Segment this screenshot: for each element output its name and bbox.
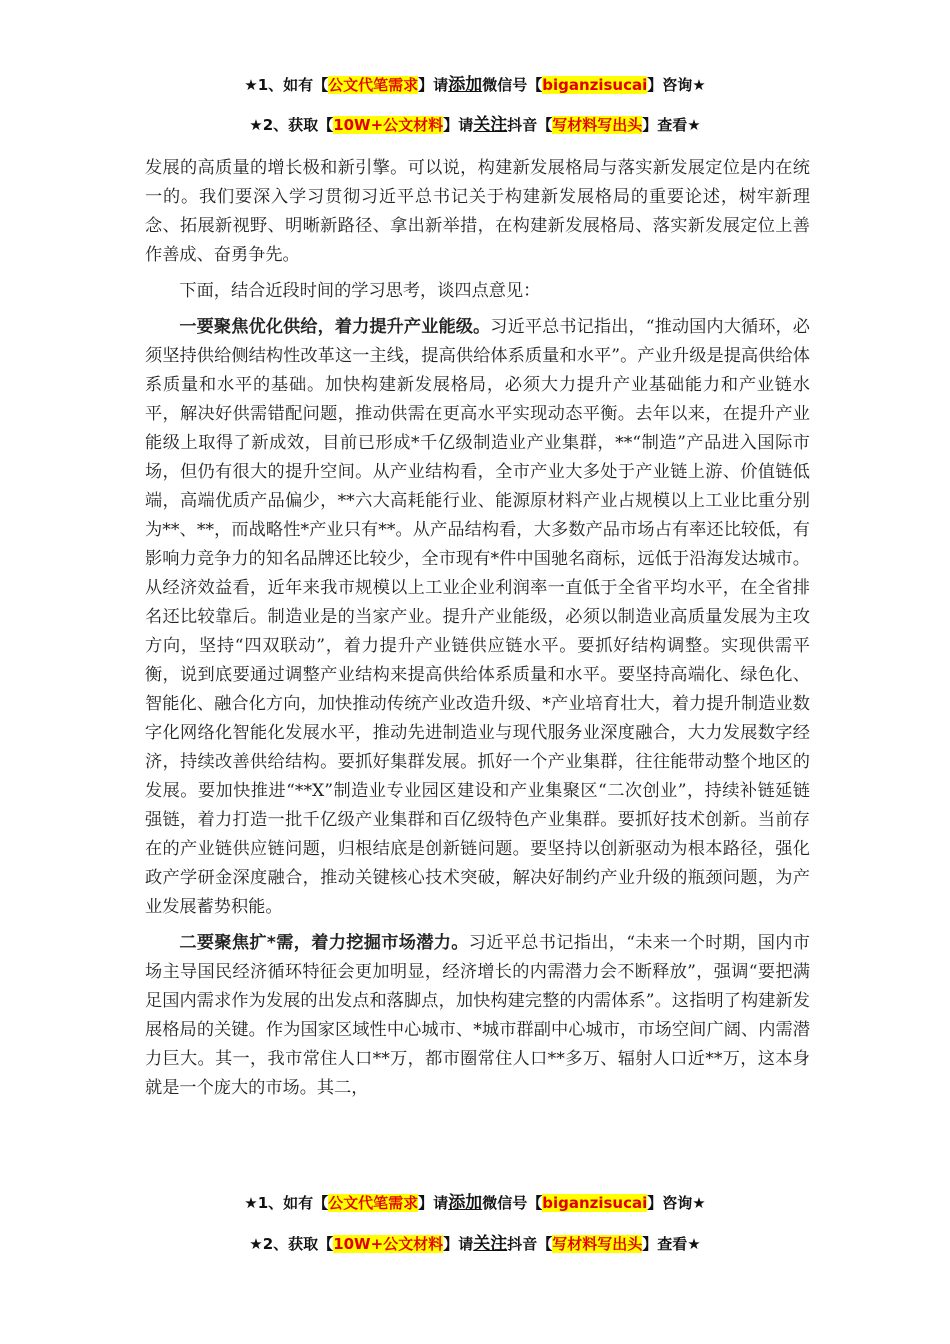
header-1-mid2: 微信号【 (482, 76, 543, 94)
header-1-mid: 】请 (418, 76, 449, 94)
header-2-mid2: 抖音【 (507, 116, 553, 134)
paragraph-point-one (145, 313, 810, 922)
header-2-mid: 】请 (443, 116, 474, 134)
footer-1-emphasis: 添加 (448, 1193, 483, 1213)
footer-2-mid: 】请 (443, 1235, 474, 1253)
document-body (145, 154, 810, 1103)
paragraph-continuation: 发展的高质量的增长极和新引擎。可以说，构建新发展格局与落实新发展定位是内在统一的。我们要深入学习贯彻习近平总书记关于构建新发展格局的重要论述，树牢新理念、拓展新视野、明晰新路径、拿出新举措，在构建新发展格局、落实新发展定位上善作善成、奋勇争先。 (145, 158, 810, 265)
paragraph-point-two (145, 929, 810, 1103)
footer-2-prefix: ★2、获取【 (249, 1235, 334, 1253)
footer-1-mid2: 微信号【 (482, 1194, 543, 1212)
header-2-highlight-material: 10W+公文材料 (333, 116, 444, 134)
header-2-emphasis: 关注 (473, 115, 508, 135)
footer-line-1 (0, 1188, 950, 1213)
footer-line-2 (0, 1229, 950, 1254)
header-2-prefix: ★2、获取【 (249, 116, 334, 134)
footer-2-highlight-douyin: 写材料写出头 (552, 1235, 643, 1253)
footer-2-suffix: 】查看★ (642, 1235, 701, 1253)
point-two-text: 习近平总书记指出，“未来一个时期，国内市场主导国民经济循环特征会更加明显，经济增长的内需潜力会不断释放”，强调“要把满足国内需求作为发展的出发点和落脚点，加快构建完整的内需体系”。这指明了构建新发展格局的关键。作为国家区域性中心城市、*城市群副中心城市，市场空间广阔、内需潜力巨大。其一，我市常住人口**万，都市圈常住人口**多万、辐射人口近**万，这本身就是一个庞大的市场。其二， (145, 933, 810, 1098)
header-1-emphasis: 添加 (448, 75, 483, 95)
header-1-suffix: 】咨询★ (647, 76, 706, 94)
header-1-highlight-wechat: biganzisucai (542, 76, 648, 94)
header-1-highlight-service: 公文代笔需求 (328, 76, 419, 94)
point-one-heading: 一要聚焦优化供给，着力提升产业能级。 (179, 317, 491, 337)
header-line-2 (0, 110, 950, 135)
footer-2-emphasis: 关注 (473, 1234, 508, 1254)
footer-1-highlight-service: 公文代笔需求 (328, 1194, 419, 1212)
header-2-suffix: 】查看★ (642, 116, 701, 134)
header-1-prefix: ★1、如有【 (244, 76, 329, 94)
point-one-text: 习近平总书记指出，“推动国内大循环，必须坚持供给侧结构性改革这一主线，提高供给体系质量和水平”。产业升级是提高供给体系质量和水平的基础。加快构建新发展格局，必须大力提升产业基础能力和产业链水平，解决好供需错配问题，推动供需在更高水平实现动态平衡。去年以来，在提升产业能级上取得了新成效，目前已形成*千亿级制造业产业集群，**“制造”产品进入国际市场，但仍有很大的提升空间。从产业结构看，全市产业大多处于产业链上游、价值链低端，高端优质产品偏少，**六大高耗能行业、能源原材料产业占规模以上工业比重分别为**、**，而战略性*产业只有**。从产品结构看，大多数产品市场占有率还比较低，有影响力竞争力的知名品牌还比较少，全市现有*件中国驰名商标，远低于沿海发达城市。从经济效益看，近年来我市规模以上工业企业利润率一直低于全省平均水平，在全省排名还比较靠后。制造业是的当家产业。提升产业能级，必须以制造业高质量发展为主攻方向，坚持“四双联动”，着力提升产业链供应链水平。要抓好结构调整。实现供需平衡，说到底要通过调整产业结构来提高供给体系质量和水平。要坚持高端化、绿色化、智能化、融合化方向，加快推动传统产业改造升级、*产业培育壮大，着力提升制造业数字化网络化智能化发展水平，推动先进制造业与现代服务业深度融合，大力发展数字经济，持续改善供给结构。要抓好集群发展。抓好一个产业集群，往往能带动整个地区的发展。要加快推进“**X”制造业专业园区建设和产业集聚区“二次创业”，持续补链延链强链，着力打造一批千亿级产业集群和百亿级特色产业集群。要抓好技术创新。当前存在的产业链供应链问题，归根结底是创新链问题。要坚持以创新驱动为根本路径，强化政产学研金深度融合，推动关键核心技术突破，解决好制约产业升级的瓶颈问题，为产业发展蓄势积能。 (145, 317, 810, 917)
header-line-1 (0, 70, 950, 95)
footer-2-highlight-material: 10W+公文材料 (333, 1235, 444, 1253)
footer-1-highlight-wechat: biganzisucai (542, 1194, 648, 1212)
footer-1-mid: 】请 (418, 1194, 449, 1212)
footer-1-suffix: 】咨询★ (647, 1194, 706, 1212)
point-two-heading: 二要聚焦扩*需，着力挖掘市场潜力。 (179, 933, 469, 953)
footer-2-mid2: 抖音【 (507, 1235, 553, 1253)
footer-1-prefix: ★1、如有【 (244, 1194, 329, 1212)
header-2-highlight-douyin: 写材料写出头 (552, 116, 643, 134)
paragraph-intro: 下面，结合近段时间的学习思考，谈四点意见： (179, 281, 541, 301)
